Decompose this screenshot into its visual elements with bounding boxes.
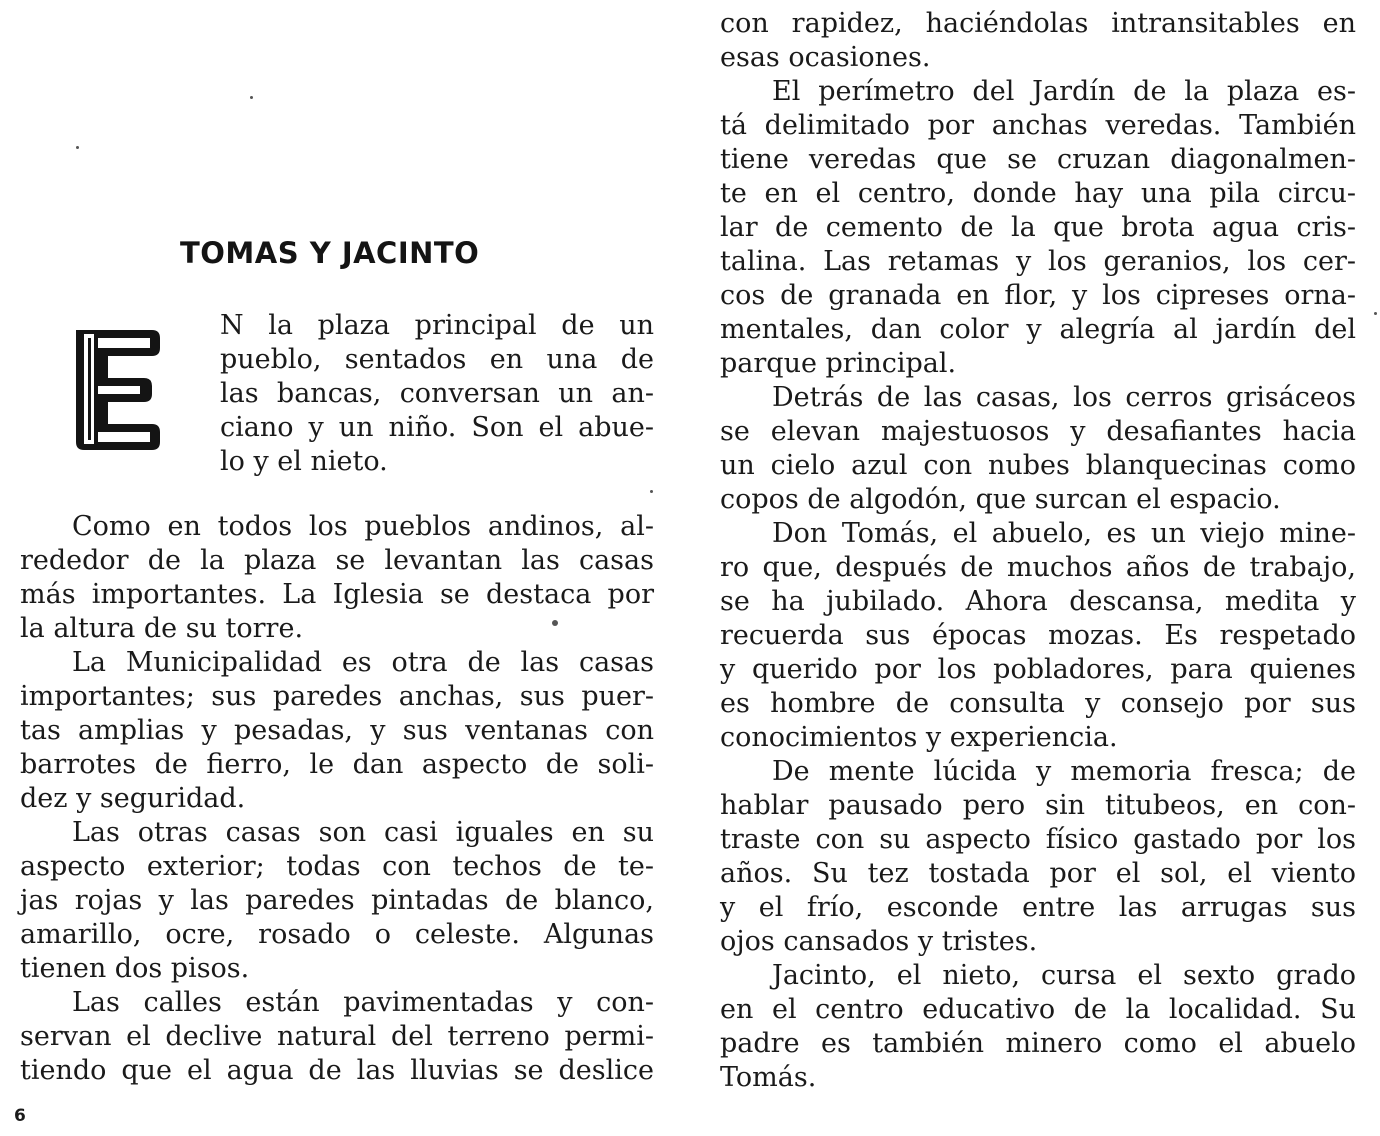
right-column-line: y querido por los pobladores, para quienes bbox=[720, 654, 1356, 685]
right-column-line: esas ocasiones. bbox=[720, 42, 931, 73]
left-column-line: la altura de su torre. bbox=[20, 613, 304, 644]
print-speck bbox=[1374, 312, 1377, 315]
page-number: 6 bbox=[14, 1106, 26, 1126]
intro-line: las bancas, conversan un an- bbox=[220, 378, 654, 409]
right-column-line: El perímetro del Jardín de la plaza es- bbox=[772, 76, 1356, 107]
right-column-line: en el centro educativo de la localidad. Su bbox=[720, 994, 1356, 1025]
right-column-line: Tomás. bbox=[720, 1062, 817, 1093]
right-column-line: recuerda sus épocas mozas. Es respetado bbox=[720, 620, 1356, 651]
left-column-line: Las calles están pavimentadas y con- bbox=[72, 987, 654, 1018]
left-column-line: amarillo, ocre, rosado o celeste. Algunas bbox=[20, 919, 654, 950]
left-column-line: importantes; sus paredes anchas, sus puer- bbox=[20, 681, 654, 712]
left-column-line: rededor de la plaza se levantan las casas bbox=[20, 545, 654, 576]
right-column-line: Jacinto, el nieto, cursa el sexto grado bbox=[772, 960, 1356, 991]
right-column-line: lar de cemento de la que brota agua cris- bbox=[720, 212, 1356, 243]
right-column-line: un cielo azul con nubes blanquecinas como bbox=[720, 450, 1356, 481]
intro-line: ciano y un niño. Son el abue- bbox=[220, 412, 654, 443]
right-column-line: con rapidez, haciéndolas intransitables en bbox=[720, 8, 1356, 39]
left-column-line: Como en todos los pueblos andinos, al- bbox=[72, 511, 654, 542]
right-column-line: años. Su tez tostada por el sol, el viento bbox=[720, 858, 1356, 889]
right-column-line: ro que, después de muchos años de trabajo, bbox=[720, 552, 1356, 583]
right-column-line: y el frío, esconde entre las arrugas sus bbox=[720, 892, 1356, 923]
right-column-line: tiene veredas que se cruzan diagonalmen- bbox=[720, 144, 1356, 175]
left-column-line: servan el declive natural del terreno permi- bbox=[20, 1021, 654, 1052]
right-column-line: se elevan majestuosos y desafiantes hacia bbox=[720, 416, 1356, 447]
story-title: TOMAS Y JACINTO bbox=[180, 236, 480, 270]
print-speck bbox=[552, 620, 558, 626]
right-column-line: parque principal. bbox=[720, 348, 957, 379]
intro-line: pueblo, sentados en una de bbox=[220, 344, 654, 375]
right-column-line: se ha jubilado. Ahora descansa, medita y bbox=[720, 586, 1356, 617]
right-column-line: De mente lúcida y memoria fresca; de bbox=[772, 756, 1356, 787]
drop-cap-letter-e bbox=[74, 326, 162, 454]
right-column-line: Detrás de las casas, los cerros grisáceos bbox=[772, 382, 1356, 413]
left-column-line: La Municipalidad es otra de las casas bbox=[72, 647, 654, 678]
right-column-line: tá delimitado por anchas veredas. También bbox=[720, 110, 1356, 141]
left-column-line: dez y seguridad. bbox=[20, 783, 246, 814]
right-column-line: te en el centro, donde hay una pila circu- bbox=[720, 178, 1356, 209]
intro-line: lo y el nieto. bbox=[220, 446, 388, 477]
intro-line: N la plaza principal de un bbox=[220, 310, 654, 341]
print-speck bbox=[250, 96, 253, 99]
right-column-line: padre es también minero como el abuelo bbox=[720, 1028, 1356, 1059]
left-column-line: más importantes. La Iglesia se destaca por bbox=[20, 579, 654, 610]
right-column-line: conocimientos y experiencia. bbox=[720, 722, 1118, 753]
right-column-line: ojos cansados y tristes. bbox=[720, 926, 1038, 957]
print-speck bbox=[76, 146, 79, 149]
print-speck bbox=[650, 490, 653, 493]
left-column-line: barrotes de fierro, le dan aspecto de soli- bbox=[20, 749, 654, 780]
right-column-line: mentales, dan color y alegría al jardín del bbox=[720, 314, 1356, 345]
left-column-line: tas amplias y pesadas, y sus ventanas con bbox=[20, 715, 654, 746]
right-column-line: Don Tomás, el abuelo, es un viejo mine- bbox=[772, 518, 1356, 549]
right-column-line: copos de algodón, que surcan el espacio. bbox=[720, 484, 1281, 515]
right-column-line: es hombre de consulta y consejo por sus bbox=[720, 688, 1356, 719]
left-column-line: jas rojas y las paredes pintadas de blanco, bbox=[20, 885, 654, 916]
right-column-line: traste con su aspecto físico gastado por los bbox=[720, 824, 1356, 855]
right-column-line: cos de granada en flor, y los cipreses orna- bbox=[720, 280, 1356, 311]
left-column-line: tiendo que el agua de las lluvias se deslice bbox=[20, 1055, 654, 1086]
left-column-line: Las otras casas son casi iguales en su bbox=[72, 817, 654, 848]
left-column-line: aspecto exterior; todas con techos de te- bbox=[20, 851, 654, 882]
right-column-line: talina. Las retamas y los geranios, los cer- bbox=[720, 246, 1356, 277]
left-column-line: tienen dos pisos. bbox=[20, 953, 250, 984]
right-column-line: hablar pausado pero sin titubeos, en con- bbox=[720, 790, 1356, 821]
